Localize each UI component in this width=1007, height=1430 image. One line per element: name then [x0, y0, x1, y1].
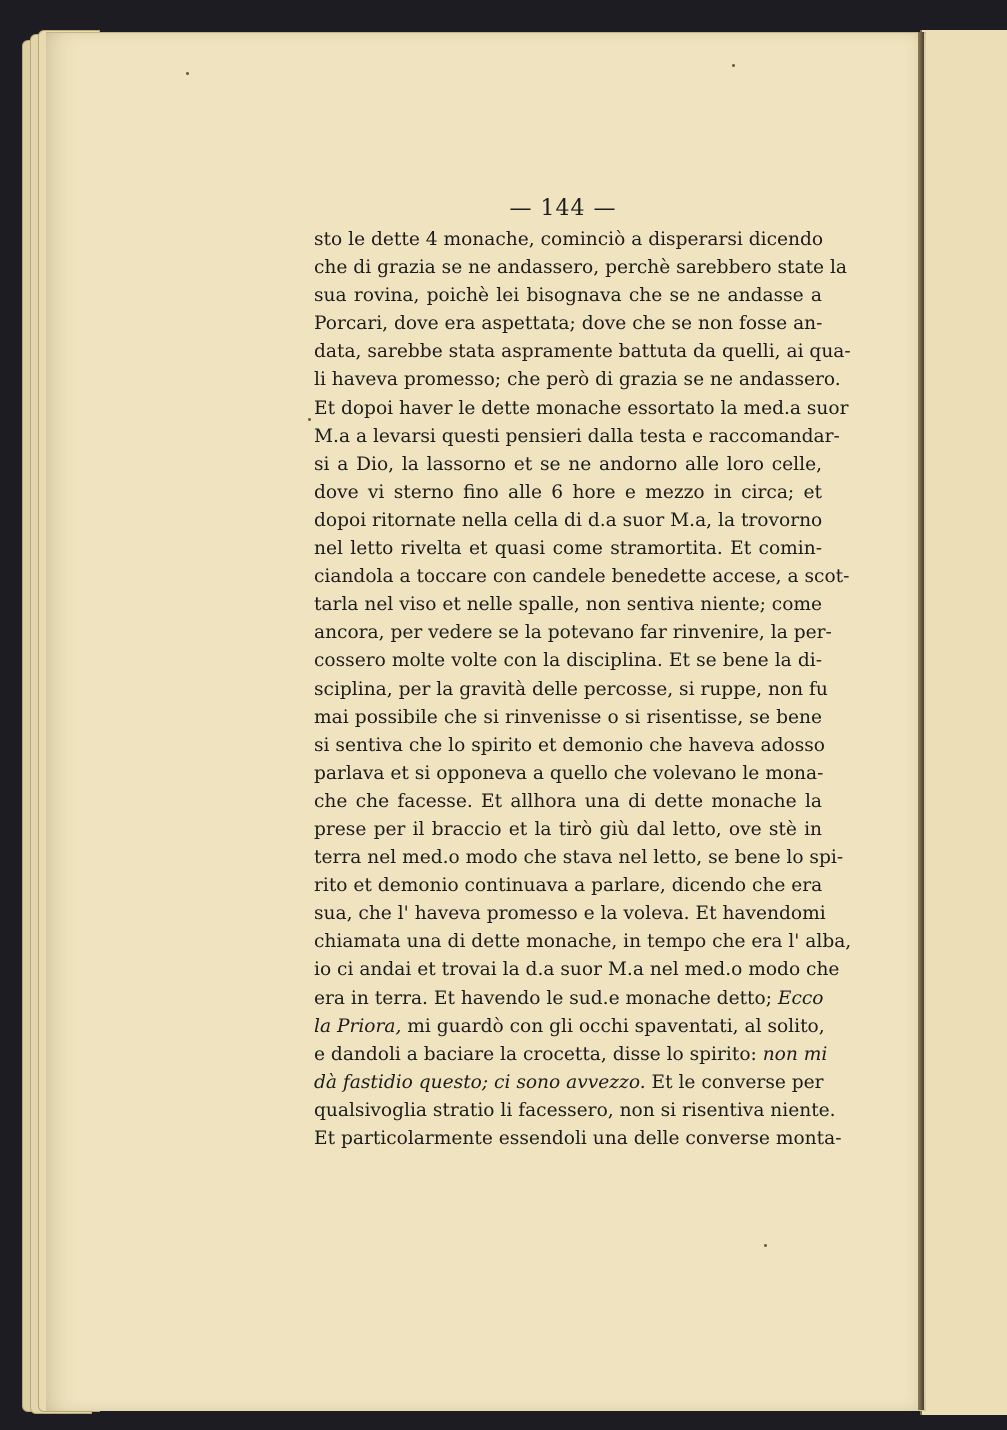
italic-text: la Priora, [314, 1015, 402, 1037]
page-number: — 144 — [509, 196, 617, 221]
text-line [314, 676, 828, 704]
text-span: si a Dio, la lassorno et se ne andorno alle loro celle, [314, 453, 822, 475]
text-span: e dandoli a baciare la crocetta, disse lo spirito: [314, 1043, 763, 1065]
text-line [314, 395, 849, 423]
text-span: nel letto rivelta et quasi come stramortita. Et comin- [314, 538, 822, 560]
text-line [314, 282, 822, 310]
paper-speck [308, 418, 311, 421]
text-line [314, 535, 822, 563]
text-span: mi guardò con gli occhi spaventati, al solito, [401, 1015, 825, 1037]
text-line [314, 956, 840, 984]
text-line [314, 310, 822, 338]
text-span: qualsivoglia stratio li facessero, non si risentiva niente. [314, 1099, 836, 1121]
text-span: prese per il braccio et la tirò giù dal letto, ove stè in [314, 818, 822, 840]
text-span: rito et demonio continuava a parlare, dicendo che era [314, 875, 823, 897]
text-line [314, 900, 826, 928]
text-span: si sentiva che lo spirito et demonio che haveva adosso [314, 734, 825, 756]
text-span: Porcari, dove era aspettata; dove che se non fosse an- [314, 313, 823, 335]
text-line [314, 619, 832, 647]
text-span: data, sarebbe stata aspramente battuta da quelli, ai qua- [314, 341, 851, 363]
text-span: terra nel med.o modo che stava nel letto, se bene lo spi- [314, 847, 844, 869]
book-gutter [918, 32, 924, 1410]
text-span: chiamata una di dette monache, in tempo che era l' alba, [314, 931, 852, 953]
text-line [314, 844, 844, 872]
text-span: sciplina, per la gravità delle percosse, si ruppe, non fu [314, 678, 828, 700]
text-span: tarla nel viso et nelle spalle, non sentiva niente; come [314, 594, 823, 616]
text-span: che di grazia se ne andassero, perchè sarebbero state la [314, 257, 847, 279]
text-line [314, 366, 841, 394]
italic-text: dà fastidio questo; ci sono avvezzo. [314, 1071, 646, 1093]
paper-speck [764, 1244, 767, 1247]
text-line [314, 591, 822, 619]
text-line [314, 479, 822, 507]
text-line [314, 1069, 822, 1097]
text-line [314, 647, 822, 675]
text-line [314, 423, 840, 451]
text-span: era in terra. Et havendo le sud.e monache detto; [314, 987, 778, 1009]
body-text [314, 226, 852, 1153]
text-line [314, 1125, 842, 1153]
text-line [314, 451, 822, 479]
text-span: M.a a levarsi questi pensieri dalla testa e raccomandar- [314, 425, 840, 447]
text-line [314, 928, 852, 956]
text-span: ancora, per vedere se la potevano far rinvenire, la per- [314, 622, 832, 644]
text-span: dove vi sterno fino alle 6 hore e mezzo in circa; et [314, 481, 822, 503]
text-line [314, 1013, 825, 1041]
text-line [314, 563, 850, 591]
text-span: Et dopoi haver le dette monache essortato la med.a suor [314, 397, 849, 419]
text-span: Et particolarmente essendoli una delle converse monta- [314, 1128, 842, 1149]
text-span: Et le converse per [645, 1071, 824, 1093]
facing-page-edge [920, 30, 1007, 1415]
text-line [314, 226, 822, 254]
text-span: che che facesse. Et allhora una di dette monache la [314, 790, 822, 812]
text-span: io ci andai et trovai la d.a suor M.a nel med.o modo che [314, 959, 840, 981]
italic-text: non mi [762, 1043, 828, 1065]
text-line [314, 507, 822, 535]
text-span: cossero molte volte con la disciplina. Et se bene la di- [314, 650, 822, 672]
text-line [314, 872, 822, 900]
text-line [314, 760, 822, 788]
text-span: ciandola a toccare con candele benedette accese, a scot- [314, 566, 850, 588]
text-line [314, 254, 847, 282]
text-line [314, 788, 822, 816]
paper-speck [186, 72, 189, 75]
text-span: sto le dette 4 monache, cominciò a disperarsi dicendo [314, 229, 824, 250]
text-span: dopoi ritornate nella cella di d.a suor M.a, la trovorno [314, 509, 823, 531]
text-line [314, 1041, 828, 1069]
paper-speck [732, 64, 735, 67]
text-line [314, 1097, 836, 1125]
text-line [314, 985, 822, 1013]
text-line [314, 732, 825, 760]
text-line [314, 338, 851, 366]
italic-text: Ecco [777, 987, 824, 1009]
text-span: sua, che l' haveva promesso e la voleva. Et havendomi [314, 903, 826, 925]
text-span: mai possibile che si rinvenisse o si risentisse, se bene [314, 706, 822, 728]
text-span: parlava et si opponeva a quello che volevano le mona- [314, 762, 824, 784]
text-span: li haveva promesso; che però di grazia se ne andassero. [314, 369, 841, 391]
text-line [314, 704, 822, 732]
text-span: sua rovina, poichè lei bisognava che se ne andasse a [314, 285, 822, 307]
text-line [314, 816, 822, 844]
